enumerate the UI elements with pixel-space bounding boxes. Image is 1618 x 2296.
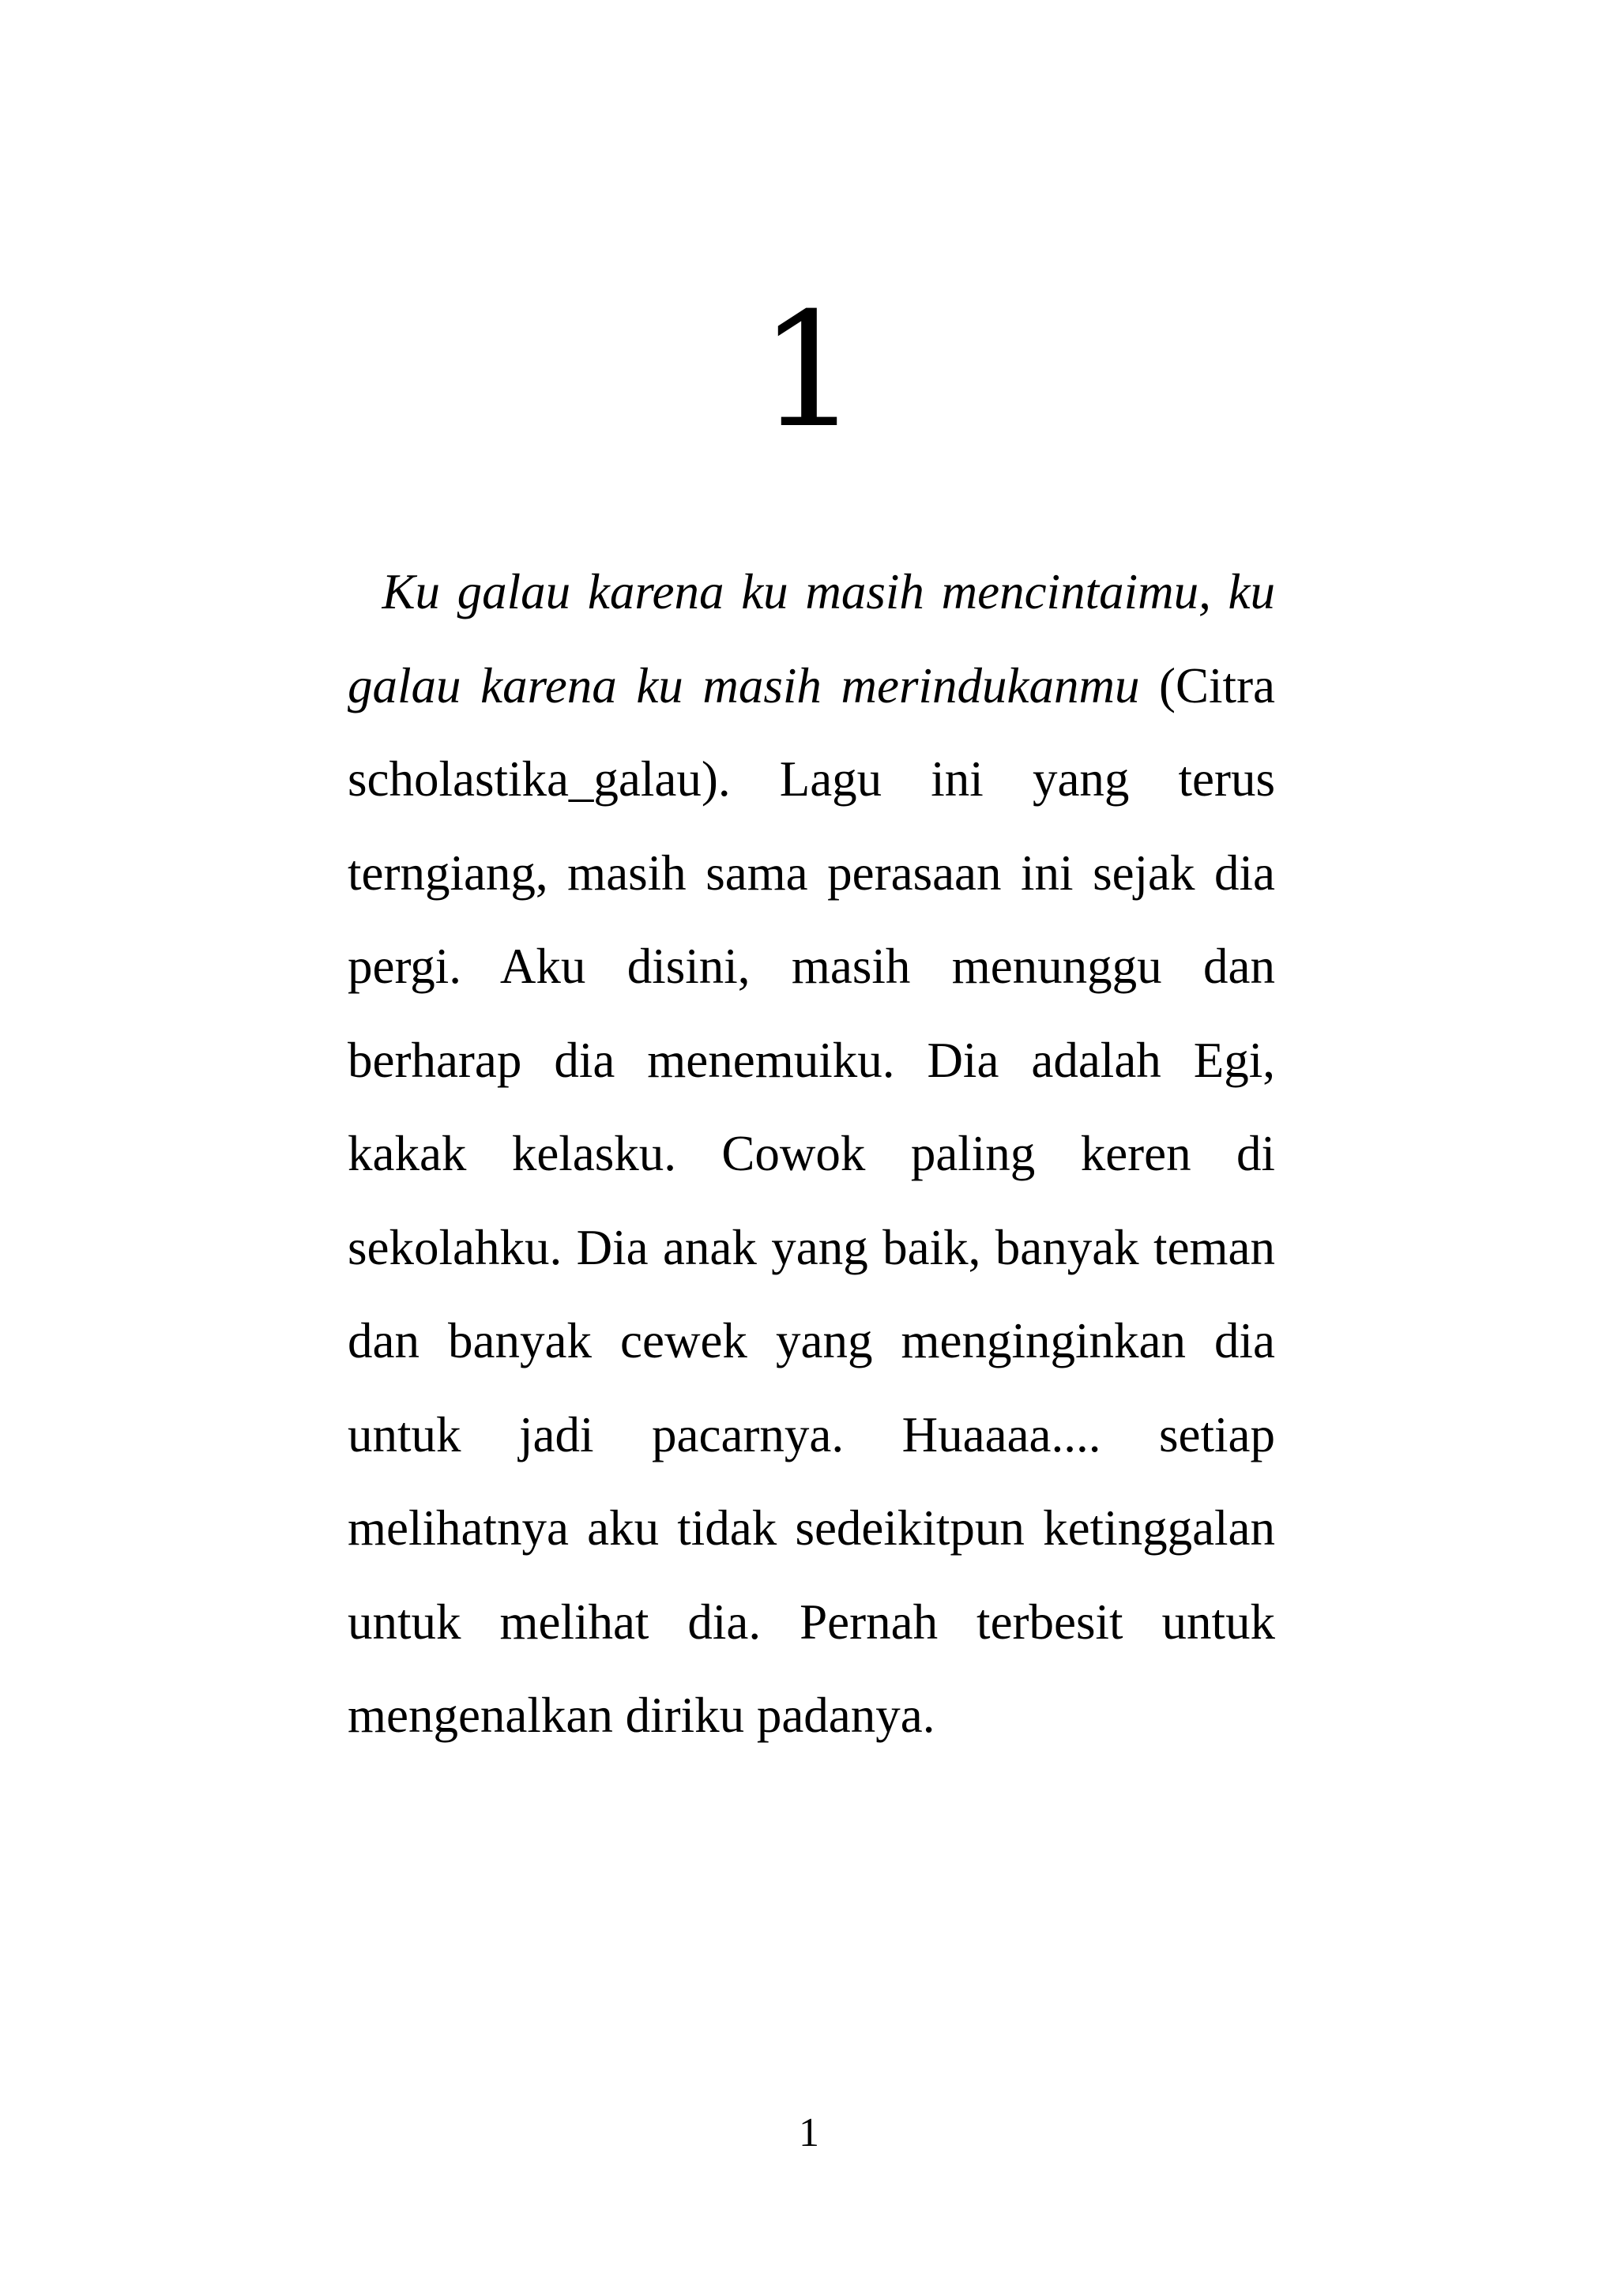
chapter-number: 1 (758, 279, 860, 463)
chapter-paragraph (348, 545, 1275, 1763)
paragraph-body: (Citra scholastika_galau). Lagu ini yang terus terngiang, masih sama perasaan ini sejak dia pergi. Aku disini, masih menunggu dan berharap dia menemuiku. Dia adalah Egi, kakak kelasku. Cowok paling keren di sekolahku. Dia anak yang baik, banyak teman dan banyak cewek yang menginginkan dia untuk jadi pacarnya. Huaaaa.... setiap melihatnya aku tidak sedeikitpun ketinggalan untuk melihat dia. Pernah terbesit untuk mengenalkan diriku padanya. (348, 657, 1276, 1743)
page-number: 1 (799, 2110, 819, 2155)
paragraph-indent (348, 564, 382, 619)
song-lyric-quote: Ku galau karena ku masih mencintaimu, ku galau karena ku masih merindukanmu (348, 564, 1275, 713)
